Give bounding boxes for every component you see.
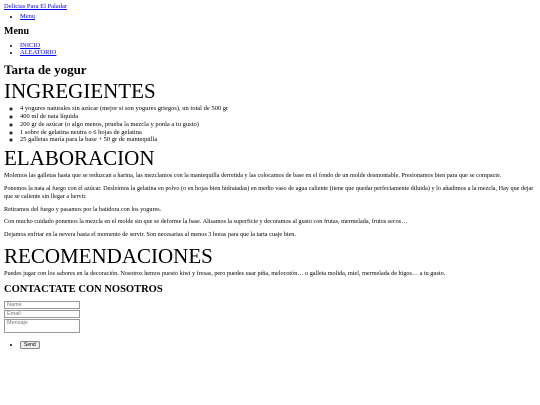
menu-toggle-link[interactable]: Menu [20, 12, 36, 20]
email-input[interactable] [4, 310, 80, 318]
contact-heading: CONTACTATE CON NOSOTROS [4, 283, 163, 295]
elaboration-paragraph: Con mucho cuidado ponemos la mezcla en el molde sin que se deforme la base. Alisamos la superficie y decoramos al gusto con frutas, mermelada, frutos secos… [4, 218, 408, 226]
top-menu [4, 13, 536, 21]
post-title: Tarta de yogur [4, 61, 87, 77]
contact-form [4, 301, 536, 349]
ingredient-item: ◦ 1 sobre de gelatina neutra o 6 hojas de gelatina [20, 129, 536, 137]
send-button[interactable]: Send [20, 341, 40, 349]
name-input[interactable] [4, 301, 80, 309]
ingredients-list [4, 105, 536, 144]
send-item [20, 341, 536, 349]
recommendations-heading: RECOMENDACIONES [4, 243, 213, 268]
ingredient-item: ◦ 4 yogures naturales sin azúcar (mejor si son yogures griegos), un total de 500 gr [20, 105, 536, 113]
elaboration-paragraph: Ponemos la nata al fuego con el azúcar. Desleímos la gelatina en polvo (o en hojas bien hidratadas) en medio vaso de agua caliente (tiene que quedar perfectamente diluida) y lo añadimos a la mezcla, Hay que dejar que se caliente sin llegar a hervir. [4, 185, 534, 200]
recommendations-paragraph: Puedes jugar con los sabores en la decoración. Nosotros hemos puesto kiwi y fresas, pero puedes usar piña, melocotón… o galleta molida, miel, mermelada de higos… a tu gusto. [4, 270, 446, 278]
nav-item-inicio [20, 42, 536, 49]
ingredients-heading: INGREGIENTES [4, 79, 156, 104]
ingredient-item: ◦ 400 ml de nata líquida [20, 113, 536, 121]
ingredient-item: ◦ 25 galletas maría para la base + 50 gr de mantequilla [20, 136, 536, 144]
top-menu-item [20, 13, 536, 21]
elaboration-paragraph: Retiramos del fuego y pasamos por la batidora con los yogures. [4, 205, 162, 213]
elaboration-paragraph: Molemos las galletas hasta que se reduzcan a harina, las mezclamos con la mantequilla derretida y las colocamos de base en el fondo de un molde desmontable. Presionamos bien para que se compacte. [4, 172, 502, 180]
site-title-link[interactable]: Delicias Para El Paladar [4, 3, 67, 10]
send-list [4, 341, 536, 349]
elaboration-heading: ELABORACION [4, 146, 155, 171]
nav-link-inicio[interactable]: INICIO [20, 41, 41, 49]
nav-link-aleatorio[interactable]: ALEATORIO [20, 49, 57, 57]
elaboration-paragraph: Dejamos enfriar en la nevera hasta el momento de servir. Son necesarias al menos 3 horas para que la tarta cuaje bien. [4, 231, 296, 239]
ingredient-item: ◦ 200 gr de azúcar (o algo menos, prueba la mezcla y ponla a tu gusto) [20, 121, 536, 129]
nav-list [4, 42, 536, 57]
nav-item-aleatorio [20, 49, 536, 56]
menu-heading: Menu [4, 25, 29, 37]
message-textarea[interactable] [4, 319, 80, 333]
